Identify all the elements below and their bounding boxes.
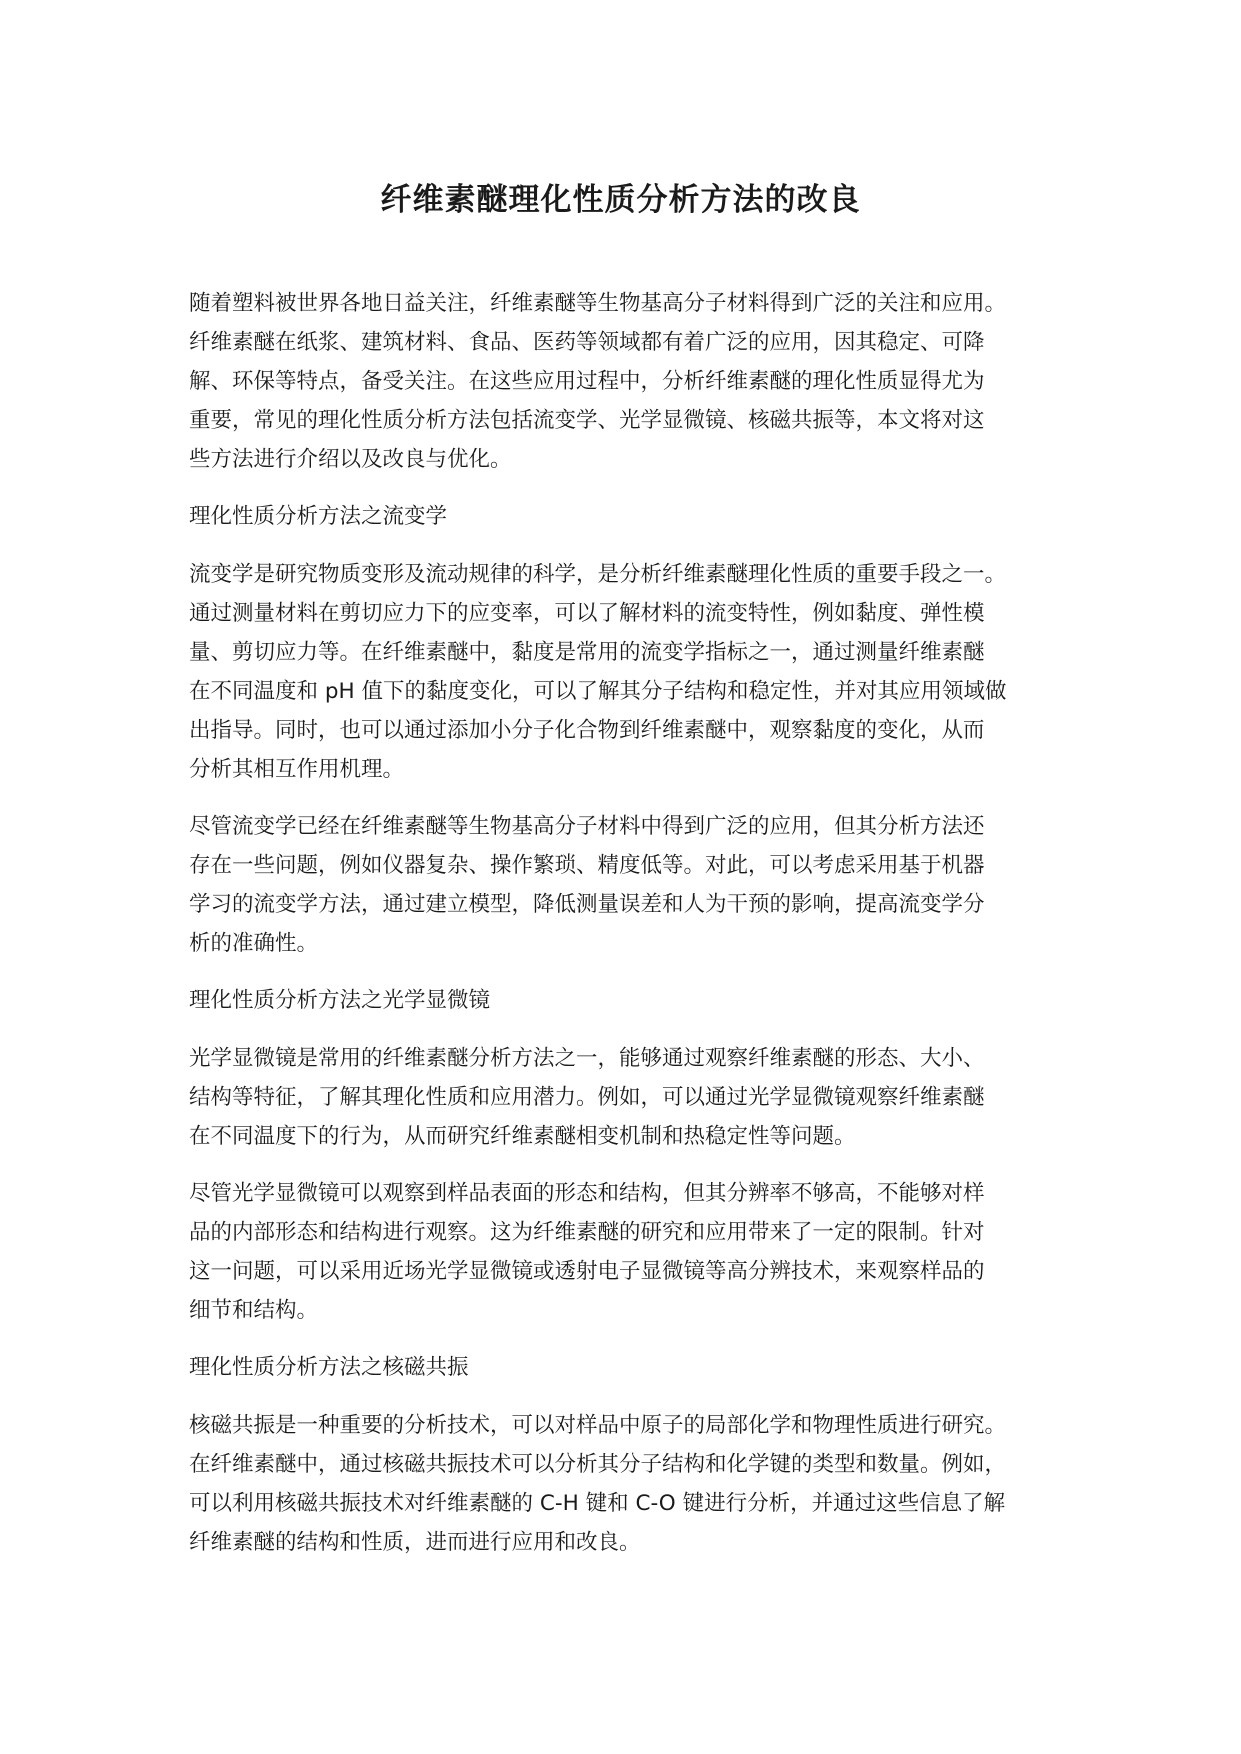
text-line: 结构等特征，了解其理化性质和应用潜力。例如，可以通过光学显微镜观察纤维素醚 <box>189 1085 985 1110</box>
text-line: 量、剪切应力等。在纤维素醚中，黏度是常用的流变学指标之一，通过测量纤维素醚 <box>189 640 985 665</box>
text-line: 在不同温度和 pH 值下的黏度变化，可以了解其分子结构和稳定性，并对其应用领域做 <box>189 679 1007 704</box>
paragraph-optical-1 <box>189 1039 1069 1156</box>
text-line: 细节和结构。 <box>189 1298 319 1323</box>
text-line: 些方法进行介绍以及改良与优化。 <box>189 447 512 472</box>
paragraph-rheology-1 <box>189 555 1069 789</box>
text-line: 纤维素醚在纸浆、建筑材料、食品、医药等领域都有着广泛的应用，因其稳定、可降 <box>189 330 985 355</box>
paragraph-nmr <box>189 1406 1069 1562</box>
paragraph-rheology-2 <box>189 807 1069 963</box>
text-line: 品的内部形态和结构进行观察。这为纤维素醚的研究和应用带来了一定的限制。针对 <box>189 1220 985 1245</box>
text-line: 核磁共振是一种重要的分析技术，可以对样品中原子的局部化学和物理性质进行研究。 <box>189 1413 1007 1438</box>
text-line: 通过测量材料在剪切应力下的应变率，可以了解材料的流变特性，例如黏度、弹性模 <box>189 601 985 626</box>
text-line: 纤维素醚的结构和性质，进而进行应用和改良。 <box>189 1530 641 1555</box>
text-line: 这一问题，可以采用近场光学显微镜或透射电子显微镜等高分辨技术，来观察样品的 <box>189 1259 985 1284</box>
text-line: 存在一些问题，例如仪器复杂、操作繁琐、精度低等。对此，可以考虑采用基于机器 <box>189 853 985 878</box>
text-line: 在不同温度下的行为，从而研究纤维素醚相变机制和热稳定性等问题。 <box>189 1124 856 1149</box>
text-line: 光学显微镜是常用的纤维素醚分析方法之一，能够通过观察纤维素醚的形态、大小、 <box>189 1046 985 1071</box>
paragraph-optical-2 <box>189 1174 1069 1330</box>
document-body <box>189 284 1069 1580</box>
text-line: 出指导。同时，也可以通过添加小分子化合物到纤维素醚中，观察黏度的变化，从而 <box>189 718 985 743</box>
text-line: 流变学是研究物质变形及流动规律的科学，是分析纤维素醚理化性质的重要手段之一。 <box>189 562 1007 587</box>
section-heading-optical-microscope: 理化性质分析方法之光学显微镜 <box>189 988 491 1013</box>
text-line: 可以利用核磁共振技术对纤维素醚的 C-H 键和 C-O 键进行分析，并通过这些信息了解 <box>189 1491 1006 1516</box>
text-line: 分析其相互作用机理。 <box>189 757 405 782</box>
text-line: 尽管流变学已经在纤维素醚等生物基高分子材料中得到广泛的应用，但其分析方法还 <box>189 814 985 839</box>
document-title: 纤维素醚理化性质分析方法的改良 <box>380 182 861 218</box>
text-line: 析的准确性。 <box>189 931 319 956</box>
text-line: 解、环保等特点，备受关注。在这些应用过程中，分析纤维素醚的理化性质显得尤为 <box>189 369 985 394</box>
text-line: 学习的流变学方法，通过建立模型，降低测量误差和人为干预的影响，提高流变学分 <box>189 892 985 917</box>
section-heading-rheology: 理化性质分析方法之流变学 <box>189 504 448 529</box>
text-line: 在纤维素醚中，通过核磁共振技术可以分析其分子结构和化学键的类型和数量。例如， <box>189 1452 1007 1477</box>
section-heading-nmr: 理化性质分析方法之核磁共振 <box>189 1355 469 1380</box>
text-line: 随着塑料被世界各地日益关注，纤维素醚等生物基高分子材料得到广泛的关注和应用。 <box>189 291 1007 316</box>
text-line: 重要，常见的理化性质分析方法包括流变学、光学显微镜、核磁共振等，本文将对这 <box>189 408 985 433</box>
paragraph-intro <box>189 284 1069 479</box>
text-line: 尽管光学显微镜可以观察到样品表面的形态和结构，但其分辨率不够高，不能够对样 <box>189 1181 985 1206</box>
